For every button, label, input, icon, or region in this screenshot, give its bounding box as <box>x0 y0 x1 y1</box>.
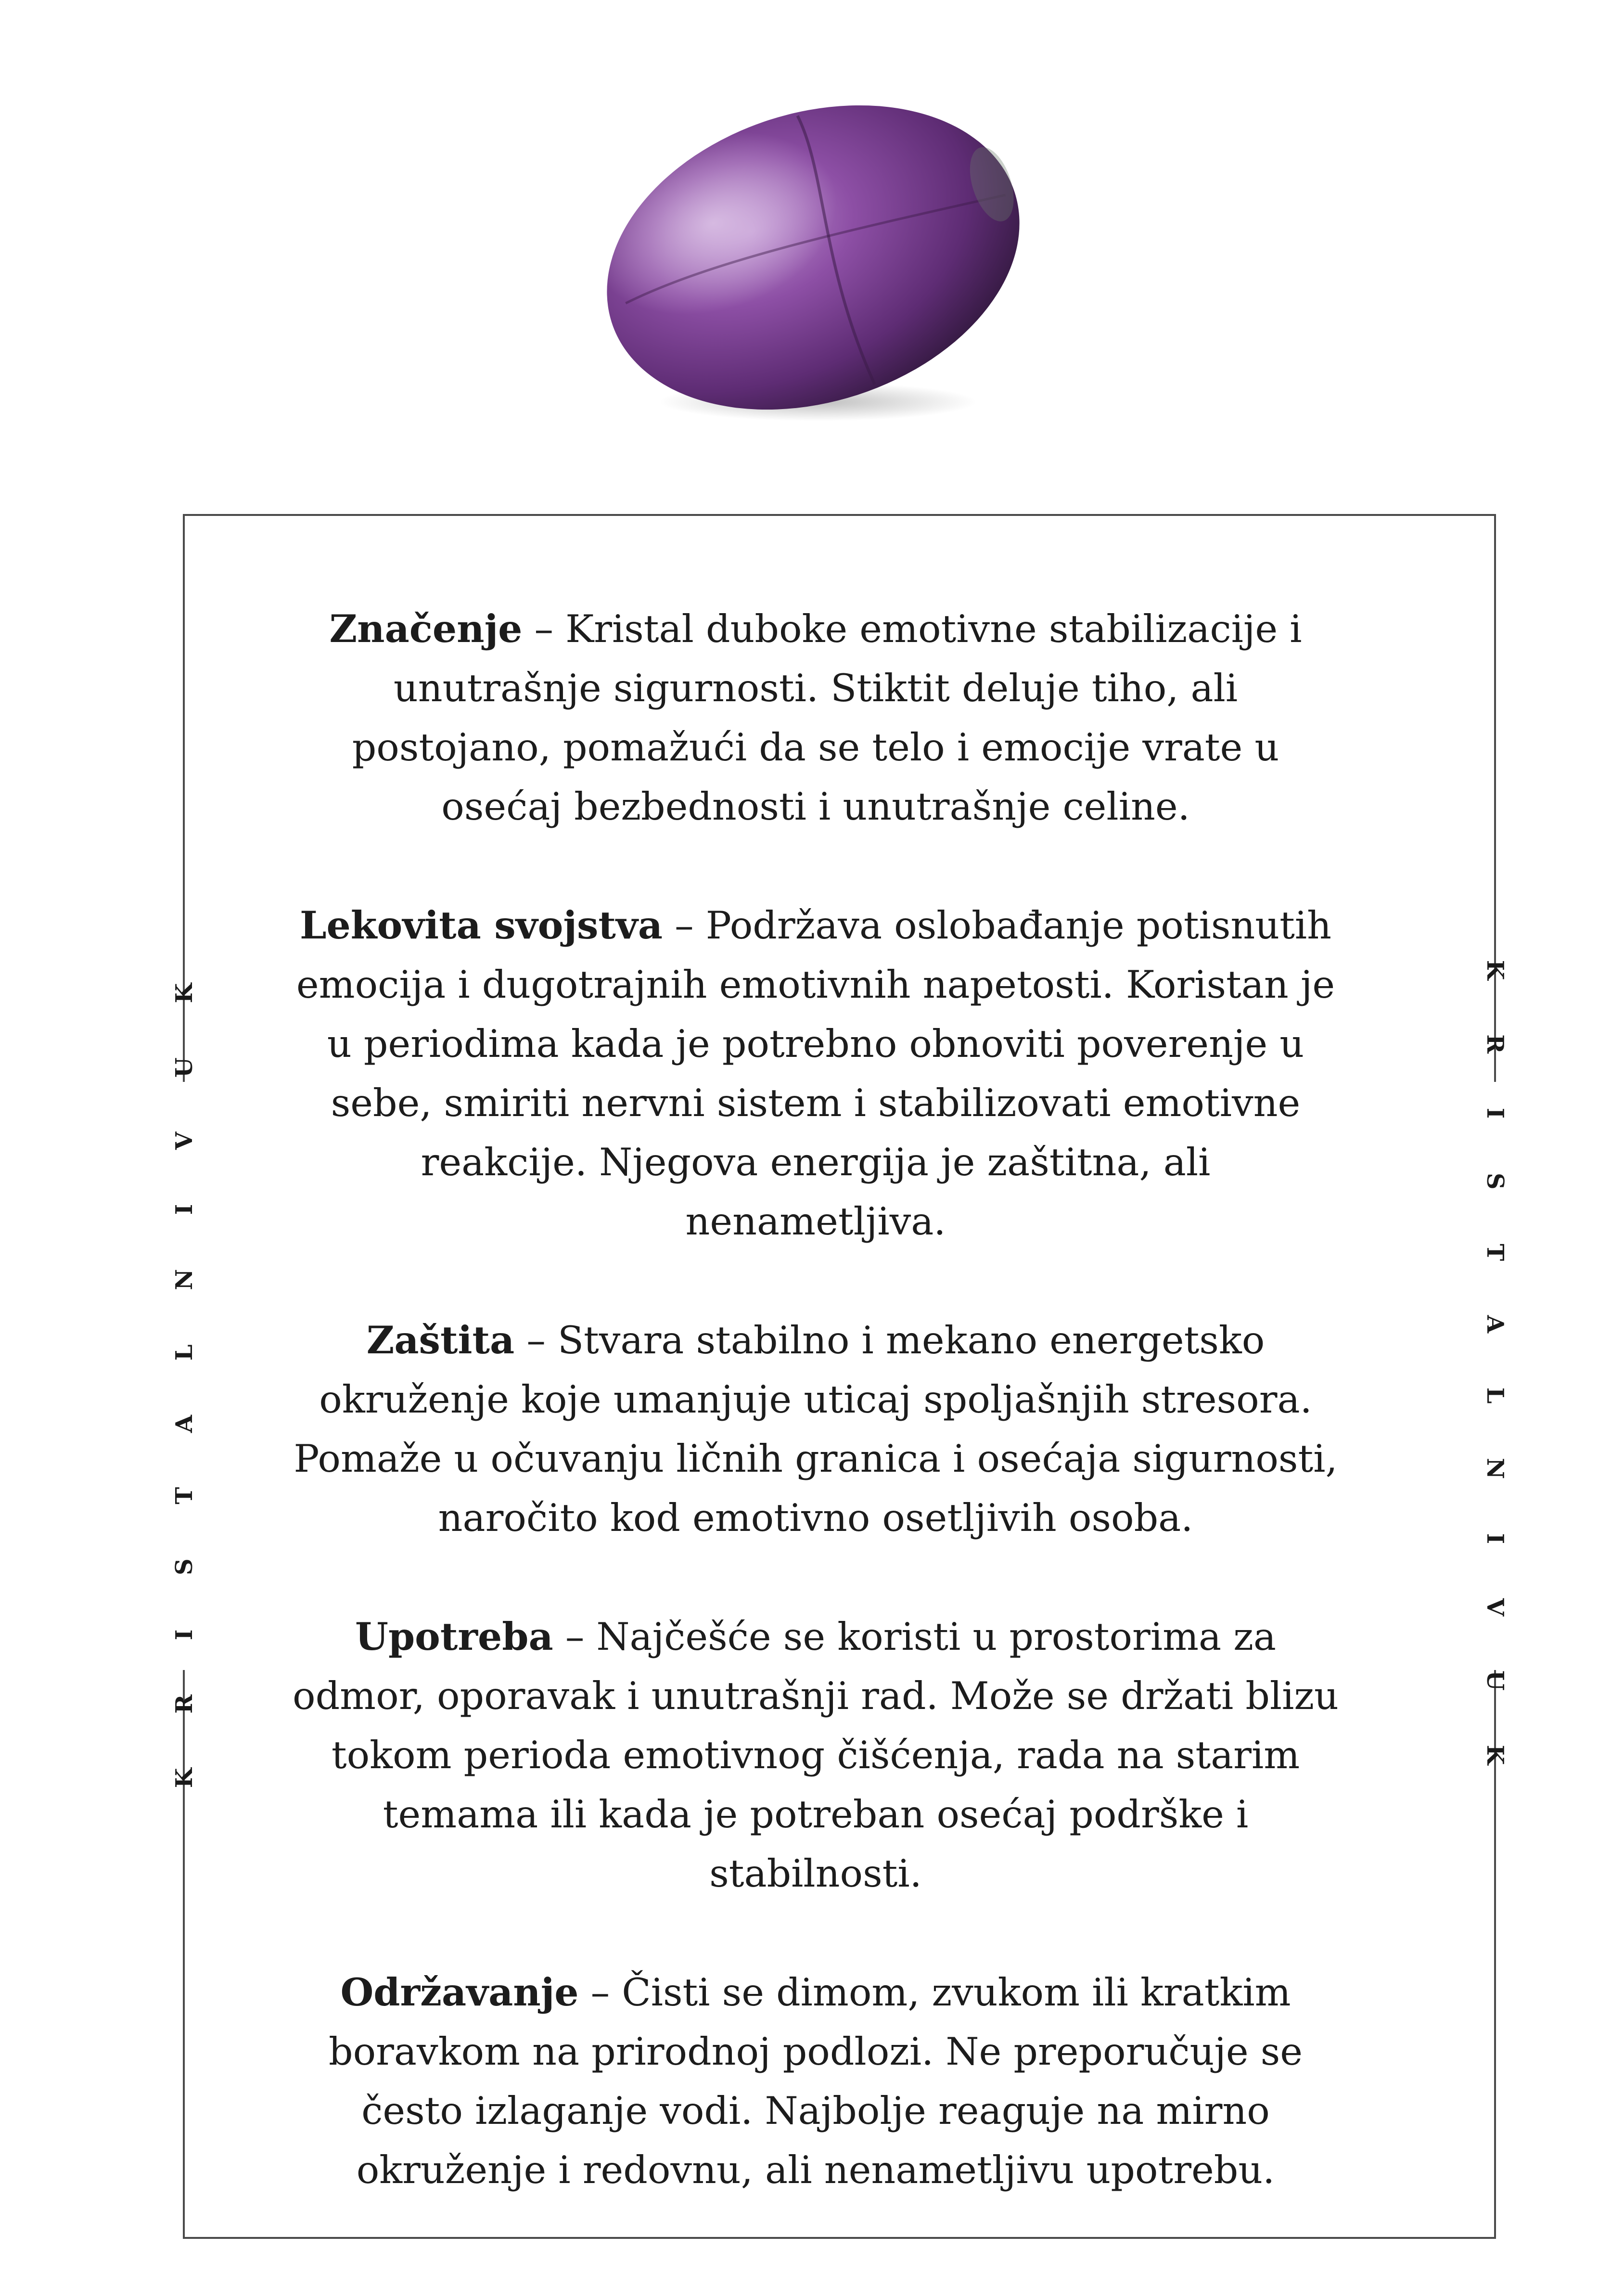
section-healing-properties-title: Lekovita svojstva <box>299 903 663 948</box>
side-label-right-text: K R I S T A L N I V U K <box>1482 960 1509 1788</box>
section-protection <box>289 1310 1343 1548</box>
section-meaning <box>289 599 1343 836</box>
side-label-left <box>165 960 204 1788</box>
section-healing-properties-text: – Podržava oslobađanje potisnutih emocija i dugotrajnih emotivnih napetosti. Koristan je u periodima kada je potrebno obnoviti poverenje u sebe, smiriti nervni sistem i stabilizovati emotivne reakcije. Njegova energija je zaštitna, ali nenametljiva. <box>296 903 1335 1244</box>
section-protection-text: – Stvara stabilno i mekano energetsko okruženje koje umanjuje uticaj spoljašnjih stresora. Pomaže u očuvanju ličnih granica i osećaja sigurnosti, naročito kod emotivno osetljivih osoba. <box>294 1318 1338 1540</box>
content-body <box>289 599 1343 2259</box>
section-usage <box>289 1607 1343 1903</box>
section-protection-title: Zaštita <box>366 1318 515 1362</box>
section-healing-properties <box>289 896 1343 1251</box>
section-meaning-text: – Kristal duboke emotivne stabilizacije i unutrašnje sigurnosti. Stiktit deluje tiho, ali postojano, pomažući da se telo i emocije vrate u osećaj bezbednosti i unutrašnje celine. <box>352 607 1302 829</box>
stone-image <box>592 84 1035 431</box>
section-usage-title: Upotreba <box>355 1614 553 1659</box>
frame-top-border <box>183 514 1496 516</box>
side-label-left-text: K R I S T A L N I V U K <box>171 960 198 1788</box>
side-label-right <box>1476 960 1514 1788</box>
section-maintenance <box>289 1963 1343 2200</box>
section-meaning-title: Značenje <box>329 606 523 651</box>
section-maintenance-text: – Čisti se dimom, zvukom ili kratkim boravkom na prirodnoj podlozi. Ne preporučuje se često izlaganje vodi. Najbolje reaguje na mirno okruženje i redovnu, ali nenametljivu upotrebu. <box>329 1970 1303 2192</box>
section-usage-text: – Najčešće se koristi u prostorima za odmor, oporavak i unutrašnji rad. Može se držati blizu tokom perioda emotivnog čišćenja, rada na starim temama ili kada je potreban osećaj podrške i stabilnosti. <box>293 1615 1339 1896</box>
section-maintenance-title: Održavanje <box>340 1970 579 2015</box>
